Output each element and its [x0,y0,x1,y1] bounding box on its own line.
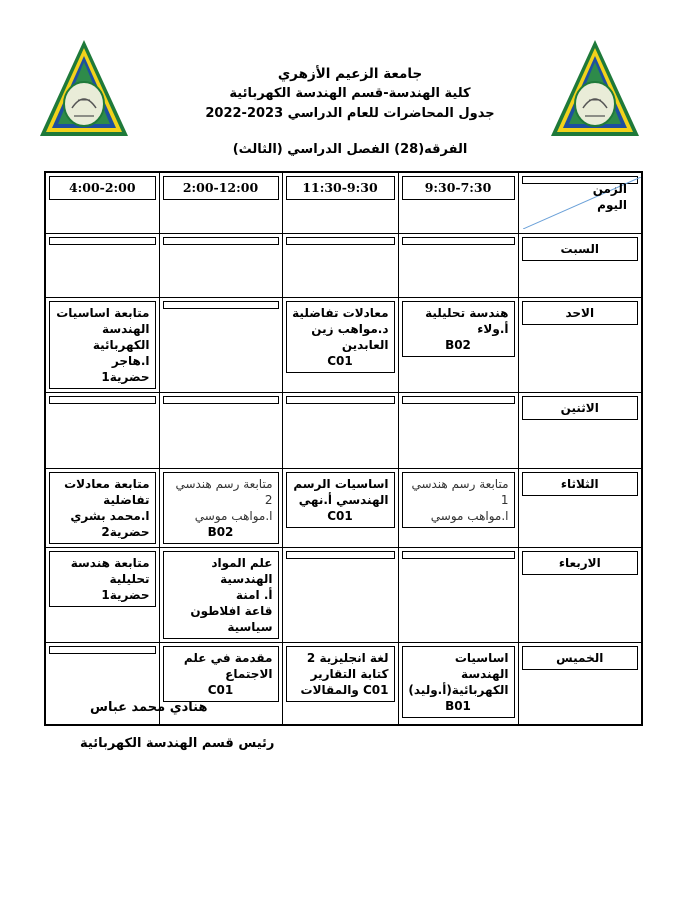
schedule-cell [282,547,398,642]
corner-day-label: اليوم [597,198,627,212]
day-row [45,547,642,642]
schedule-cell [398,547,518,642]
schedule-cell [282,233,398,297]
day-label: السبت [560,241,599,256]
cell-line: C01 [327,508,353,523]
cell-line: اساسيات الهندسة الكهربائية(أ.وليد) [408,650,509,697]
cell-line: متابعة رسم هندسي 1 [411,476,509,507]
cell-line: B02 [445,337,471,352]
cell-line: حضرية2 [101,524,150,539]
day-row [45,233,642,297]
cell-line: أ. امنة [235,587,273,602]
university-logo-left [38,38,130,138]
day-label: الاحد [565,305,595,320]
cell-line: هندسة تحليلية [425,305,509,320]
cell-line: ا.محمد بشري [70,508,150,523]
schedule-cell [45,468,159,547]
schedule-cell [159,297,282,392]
cell-line: معادلات تفاضلية [292,305,389,320]
day-name-cell [518,642,642,725]
day-name-cell [518,547,642,642]
schedule-cell [282,392,398,468]
cell-line: لغة انجليزية 2 [306,650,389,665]
cell-line: كتابة التقارير [310,666,389,681]
cell-line: B01 [445,698,471,713]
cell-line: حضرية1 [101,369,150,384]
schedule-cell [282,297,398,392]
schedule-cell [159,468,282,547]
day-row [45,468,642,547]
schedule-cell [398,642,518,725]
schedule-cell [282,468,398,547]
day-name-cell [518,233,642,297]
day-row [45,392,642,468]
schedule-cell [45,297,159,392]
cell-line: قاعة افلاطون [190,603,273,618]
cell-line: سياسية [227,619,273,634]
cell-line: أ.ولاء [477,321,509,336]
cell-line: ا.هاجر [111,353,150,368]
corner-time-label: الزمن [592,182,627,196]
time-slot-4: 4:00-2:00 [45,172,159,233]
batch-semester: الفرقه(28) الفصل الدراسي (الثالث) [232,142,468,157]
cell-line: علم المواد الهندسية [211,555,273,586]
faculty-name: كلية الهندسة-قسم الهندسة الكهربائية [229,86,471,101]
schedule-cell [398,468,518,547]
cell-line: C01 والمقالات [300,682,389,697]
cell-line: اساسيات الرسم الهندسي أ.نهي [293,476,389,507]
university-logo-right [549,38,641,138]
schedule-cell [45,547,159,642]
schedule-cell [159,233,282,297]
schedule-cell [45,392,159,468]
schedule-title: جدول المحاضرات للعام الدراسي 2023-2022 [205,106,495,121]
day-label: الثلاثاء [560,476,599,491]
cell-line: B02 [207,524,234,539]
time-slot-1: 9:30-7:30 [398,172,518,233]
signatory-title: رئيس قسم الهندسة الكهربائية [80,736,275,751]
cell-line: C01 [327,353,353,368]
cell-line: ا.مواهب موسي [194,508,273,523]
day-label: الاربعاء [558,555,601,570]
day-row [45,297,642,392]
schedule-table [44,171,643,726]
schedule-cell [282,642,398,725]
cell-line: C01 [207,682,234,697]
university-name: جامعة الزعيم الأزهري [277,66,423,82]
day-name-cell [518,468,642,547]
day-name-cell [518,392,642,468]
cell-line: متابعة رسم هندسي 2 [175,476,273,507]
schedule-cell [398,297,518,392]
schedule-cell [398,392,518,468]
day-name-cell [518,297,642,392]
schedule-cell [159,547,282,642]
time-slot-2: 11:30-9:30 [282,172,398,233]
time-header-row [45,172,642,233]
cell-line: متابعة اساسيات الهندسة الكهربائية [56,305,150,352]
schedule-cell [398,233,518,297]
day-label: الخميس [556,650,604,665]
schedule-cell [45,233,159,297]
corner-header [518,172,642,233]
cell-line: د.مواهب زين العابدين [311,321,389,352]
signatory-name: هنادي محمد عباس [90,700,208,715]
cell-line: ا.مواهب موسي [430,508,509,523]
cell-line: مقدمة في علم الاجتماع [183,650,273,681]
day-label: الاثنين [560,400,599,415]
cell-line: متابعة معادلات تفاضلية [64,476,150,507]
cell-line: متابعة هندسة تحليلية [70,555,150,586]
cell-line: حضرية1 [101,587,150,602]
schedule-cell [159,392,282,468]
time-slot-3: 2:00-12:00 [159,172,282,233]
